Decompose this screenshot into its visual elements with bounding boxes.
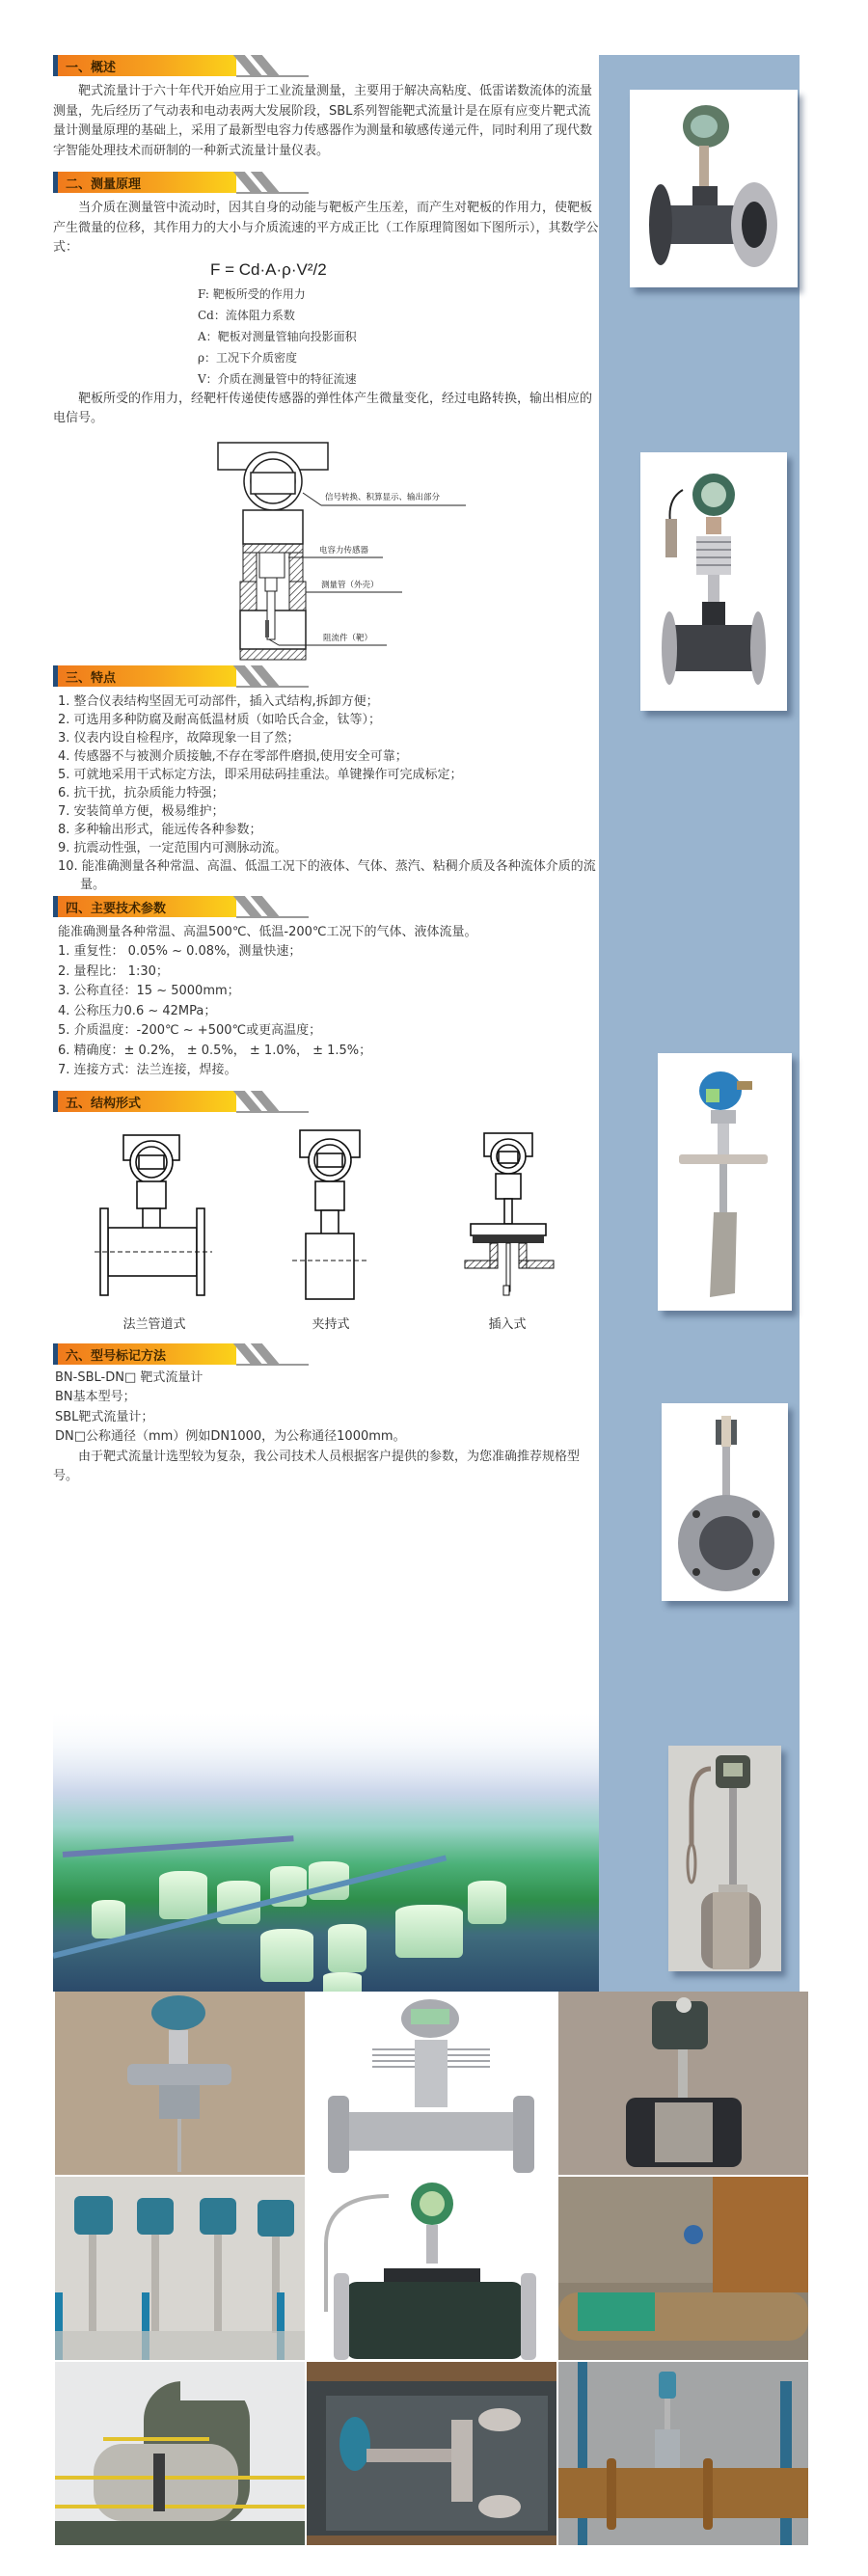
section-title: 五、结构形式 — [66, 1096, 142, 1111]
gallery-photo-9 — [558, 2362, 808, 2545]
structure-flanged — [92, 1125, 217, 1332]
feature-item: 6. 抗干扰，抗杂质能力特强； — [58, 785, 225, 800]
spec-item: 5. 介质温度：-200℃ ~ +500℃或更高温度； — [58, 1023, 322, 1038]
feature-item: 8. 多种输出形式，能远传各种参数； — [58, 822, 262, 837]
product-photo-3 — [658, 1053, 792, 1311]
spec-item: 2. 量程比： 1:30； — [58, 963, 169, 979]
variable-f: F: 靶板所受的作用力 — [198, 286, 306, 301]
section-title: 三、特点 — [66, 670, 117, 686]
section-title: 二、测量原理 — [66, 177, 142, 192]
gallery-photo-1 — [55, 1992, 305, 2175]
features-list — [53, 692, 599, 894]
spec-item: 3. 公称直径：15 ~ 5000mm； — [58, 984, 240, 998]
variable-v: V：介质在测量管中的特征流速 — [198, 371, 357, 386]
section-title: 六、型号标记方法 — [66, 1348, 167, 1364]
section-header-overview — [53, 55, 313, 76]
feature-item: 9. 抗震动性强，一定范围内可测脉动流。 — [58, 840, 287, 855]
feature-item: 1. 整合仪表结构坚固无可动部件，插入式结构,拆卸方便； — [58, 693, 379, 709]
specs-list — [53, 942, 599, 1081]
model-line: BN-SBL-DN□ 靶式流量计 — [55, 1369, 203, 1385]
label-sensor: 电容力传感器 — [319, 545, 369, 556]
section-header-model — [53, 1343, 313, 1365]
feature-item: 7. 安装简单方便，极易维护； — [58, 803, 225, 819]
model-line: SBL靶式流量计； — [55, 1409, 154, 1424]
section-header-structure — [53, 1091, 313, 1112]
label-tube: 测量管（外壳） — [321, 580, 379, 590]
principle-diagram-drawing — [198, 435, 477, 662]
principle-paragraph: 当介质在测量管中流动时，因其自身的动能与靶板产生压差，而产生对靶板的作用力，使靶板产生微量的位移，其作用力的大小与介质流速的平方成正比（工作原理简图如下图所示），其数学公式： — [53, 201, 599, 255]
label-signal-unit: 信号转换、积算显示、输出部分 — [325, 492, 441, 502]
section-title: 四、主要技术参数 — [66, 901, 167, 916]
product-photo-5 — [668, 1746, 781, 1971]
section-title: 一、概述 — [66, 61, 117, 75]
gallery-photo-3 — [558, 1992, 808, 2175]
feature-item: 5. 可就地采用干式标定方法，即采用砝码挂重法。单键操作可完成标定； — [58, 767, 463, 782]
structure-insertion — [445, 1125, 570, 1332]
gallery-photo-6 — [558, 2177, 808, 2360]
variable-cd: Cd：流体阻力系数 — [198, 308, 295, 322]
gallery-photo-7 — [55, 2362, 305, 2545]
structure-label: 夹持式 — [312, 1316, 350, 1332]
product-photo-1 — [630, 90, 798, 287]
structure-wafer — [268, 1125, 393, 1332]
wafer-type-drawing — [292, 1125, 369, 1304]
feature-item: 3. 仪表内设自检程序，故障现象一目了然； — [58, 730, 300, 746]
section-header-specs — [53, 896, 313, 917]
feature-item: 2. 可选用多种防腐及耐高低温材质（如哈氏合金，钛等）； — [58, 712, 382, 727]
insertion-type-drawing — [459, 1125, 556, 1304]
industrial-plant-photo — [53, 1707, 599, 1992]
model-line: DN□公称通径（mm）例如DN1000，为公称通径1000mm。 — [55, 1429, 406, 1444]
gallery-photo-2 — [307, 1992, 556, 2175]
formula: F = Cd·A·ρ·V²/2 — [210, 259, 327, 279]
model-line: BN基本型号； — [55, 1390, 136, 1404]
specs-intro: 能准确测量各种常温、高温500℃、低温-200℃工况下的气体、液体流量。 — [58, 924, 477, 939]
structure-types — [53, 1125, 599, 1332]
product-gallery — [55, 1992, 810, 2532]
structure-label: 法兰管道式 — [122, 1316, 186, 1332]
product-photo-2 — [640, 452, 787, 711]
gallery-photo-8 — [307, 2362, 556, 2545]
spec-item: 1. 重复性： 0.05% ~ 0.08%，测量快速； — [58, 944, 302, 959]
principle-diagram — [53, 435, 599, 662]
formula-variables — [53, 284, 599, 390]
product-photo-4 — [662, 1403, 788, 1601]
feature-item: 10. 能准确测量各种常温、高温、低温工况下的液体、气体、蒸汽、粘稠介质及各种流体介质的流量。 — [58, 858, 596, 892]
variable-rho: ρ：工况下介质密度 — [198, 350, 298, 365]
spec-item: 6. 精确度：± 0.2%， ± 0.5%， ± 1.0%， ± 1.5%； — [58, 1043, 372, 1058]
section-header-principle — [53, 172, 313, 193]
spec-item: 7. 连接方式：法兰连接，焊接。 — [58, 1063, 237, 1077]
feature-item: 4. 传感器不与被测介质接触,不存在零部件磨损,使用安全可靠； — [58, 748, 408, 764]
structure-label: 插入式 — [488, 1316, 527, 1332]
label-target: 阻流件（靶） — [323, 633, 373, 643]
gallery-photo-5 — [307, 2177, 556, 2360]
model-lines — [53, 1369, 599, 1448]
principle-paragraph-2: 靶板所受的作用力，经靶杆传递使传感器的弹性体产生微量变化，经过电路转换，输出相应的电信号。 — [53, 391, 593, 425]
variable-a: A：靶板对测量管轴向投影面积 — [198, 329, 357, 343]
overview-paragraph: 靶式流量计于六十年代开始应用于工业流量测量，主要用于解决高粘度、低雷诺数流体的流量测量，先后经历了气动表和电动表两大发展阶段，SBL系列智能靶式流量计是在原有应变片靶式流量计测量原理的基础上，采用了最新型电容力传感器作为测量和敏感传递元件，同时利用了现代数字智能处理技术而研制的一种新式流量计量仪表。 — [53, 84, 593, 158]
gallery-photo-4 — [55, 2177, 305, 2360]
model-note: 由于靶式流量计选型较为复杂，我公司技术人员根据客户提供的参数，为您准确推荐规格型号。 — [53, 1449, 581, 1483]
main-content — [53, 55, 599, 1487]
spec-item: 4. 公称压力0.6 ~ 42MPa； — [58, 1003, 217, 1018]
section-header-features — [53, 665, 313, 687]
flanged-type-drawing — [95, 1125, 215, 1304]
side-panel — [599, 55, 800, 1992]
